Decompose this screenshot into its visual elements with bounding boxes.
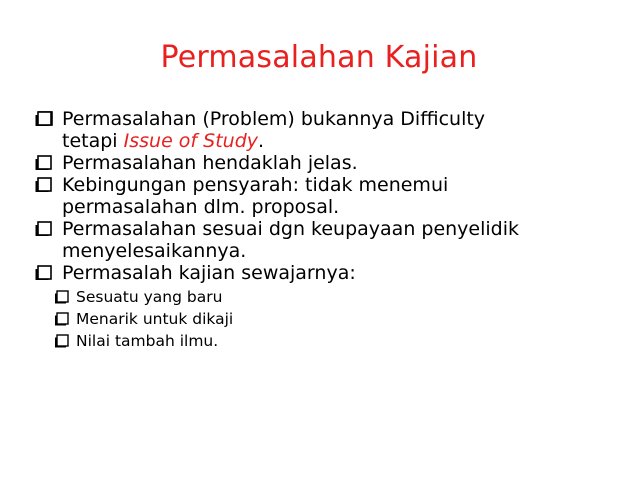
emphasis-text: Issue of Study xyxy=(123,130,259,152)
checkbox-bullet-icon xyxy=(54,290,70,304)
bullet-text: . xyxy=(258,130,265,152)
sub-bullet-text: Menarik untuk dikaji xyxy=(76,310,234,328)
checkbox-bullet-icon xyxy=(34,111,54,127)
bullet-item xyxy=(34,174,624,218)
slide-title: Permasalahan Kajian xyxy=(160,40,478,75)
bullet-list xyxy=(34,108,624,352)
bullet-item xyxy=(34,152,624,174)
bullet-item xyxy=(34,108,624,152)
bullet-line: menyelesaikannya. xyxy=(62,240,247,262)
bullet-line xyxy=(62,130,624,152)
bullet-line: Permasalahan (Problem) bukannya Difficulty xyxy=(62,108,486,130)
checkbox-bullet-icon xyxy=(54,334,70,348)
checkbox-bullet-icon xyxy=(54,312,70,326)
bullet-item xyxy=(34,262,624,284)
bullet-line: permasalahan dlm. proposal. xyxy=(62,196,340,218)
bullet-line: Permasalah kajian sewajarnya: xyxy=(62,262,356,284)
sub-bullet-text: Nilai tambah ilmu. xyxy=(76,332,219,350)
sub-bullet-item xyxy=(54,286,624,308)
checkbox-bullet-icon xyxy=(34,155,54,171)
checkbox-bullet-icon xyxy=(34,221,54,237)
checkbox-bullet-icon xyxy=(34,177,54,193)
sub-bullet-item xyxy=(54,330,624,352)
sub-bullet-text: Sesuatu yang baru xyxy=(76,288,223,306)
bullet-text: tetapi xyxy=(62,130,124,152)
checkbox-bullet-icon xyxy=(34,265,54,281)
bullet-line: Permasalahan hendaklah jelas. xyxy=(62,152,358,174)
bullet-line: Permasalahan sesuai dgn keupayaan penyelidik xyxy=(62,218,520,240)
bullet-line: Kebingungan pensyarah: tidak menemui xyxy=(62,174,449,196)
sub-bullet-item xyxy=(54,308,624,330)
bullet-item xyxy=(34,218,624,262)
